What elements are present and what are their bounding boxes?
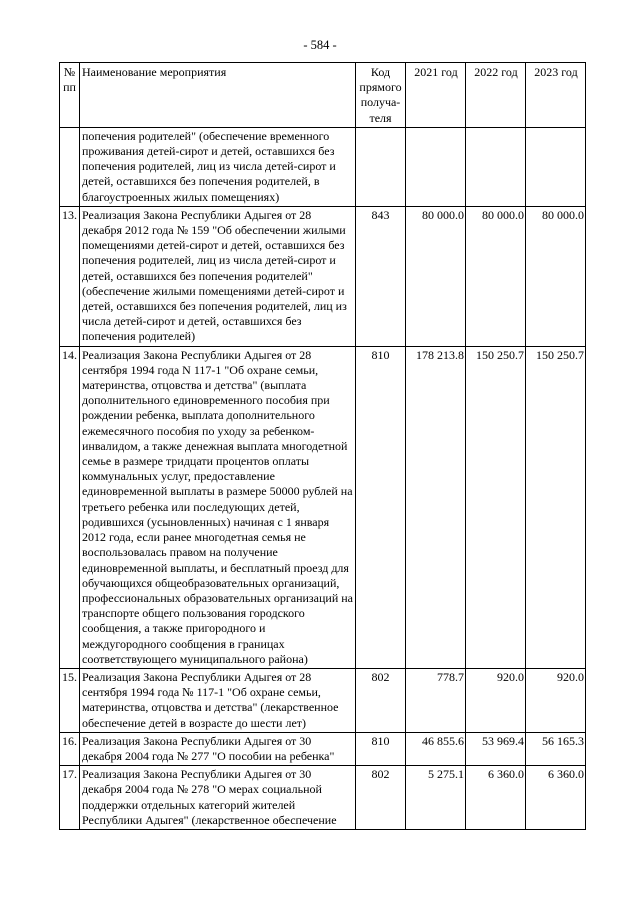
row-2021: 778.7 xyxy=(406,668,466,732)
row-number: 14. xyxy=(60,346,80,668)
header-name: Наименование мероприятия xyxy=(80,63,356,128)
row-number xyxy=(60,127,80,206)
row-2021 xyxy=(406,127,466,206)
row-number: 17. xyxy=(60,766,80,830)
row-2022: 920.0 xyxy=(466,668,526,732)
row-2023 xyxy=(526,127,586,206)
table-header-row xyxy=(60,63,586,128)
table-row xyxy=(60,346,586,668)
row-name: Реализация Закона Республики Адыгея от 28 сентября 1994 года № 117-1 "Об охране семьи, материнства, отцовства и детства" (лекарственное обеспечение детей в возрасте до шести лет) xyxy=(80,668,356,732)
table-row xyxy=(60,766,586,830)
row-2022: 80 000.0 xyxy=(466,206,526,346)
header-2022: 2022 год xyxy=(466,63,526,128)
row-2022: 53 969.4 xyxy=(466,732,526,765)
table-row xyxy=(60,732,586,765)
table-row xyxy=(60,206,586,346)
row-2021: 46 855.6 xyxy=(406,732,466,765)
row-number: 13. xyxy=(60,206,80,346)
row-2023: 56 165.3 xyxy=(526,732,586,765)
row-number: 15. xyxy=(60,668,80,732)
row-2022 xyxy=(466,127,526,206)
row-2023: 80 000.0 xyxy=(526,206,586,346)
page-number: - 584 - xyxy=(303,38,337,52)
row-2022: 150 250.7 xyxy=(466,346,526,668)
row-2021: 178 213.8 xyxy=(406,346,466,668)
row-2023: 150 250.7 xyxy=(526,346,586,668)
table-row xyxy=(60,127,586,206)
row-2021: 80 000.0 xyxy=(406,206,466,346)
header-2023: 2023 год xyxy=(526,63,586,128)
row-code: 810 xyxy=(356,732,406,765)
row-code: 802 xyxy=(356,766,406,830)
row-name: попечения родителей" (обеспечение временного проживания детей-сирот и детей, оставшихся без попечения родителей, лиц из числа детей-сирот и детей, оставшихся без попечения родителей, в благоустроенных жилых помещениях) xyxy=(80,127,356,206)
budget-table xyxy=(59,62,586,830)
row-code xyxy=(356,127,406,206)
table-row xyxy=(60,668,586,732)
row-name: Реализация Закона Республики Адыгея от 28 сентября 1994 года N 117-1 "Об охране семьи, материнства, отцовства и детства" (выплата дополнительного единовременного пособия при рождении ребенка, выплата дополнительного ежемесячного пособия по уходу за ребенком-инвалидом, а также денежная выплата многодетной семье в размере тридцати процентов оплаты коммунальных услуг, предоставление единовременной выплаты в размере 50000 рублей на третьего ребенка или последующих детей, родившихся (усыновленных) начиная с 1 января 2012 года, если ранее многодетная семья не воспользовалась правом на получение единовременной выплаты, и бесплатный проезд для обучающихся общеобразовательных организаций, профессиональных образовательных организаций на транспорте общего пользования городского сообщения, а также пригородного и междугородного сообщения в границах соответствующего муниципального района) xyxy=(80,346,356,668)
row-2022: 6 360.0 xyxy=(466,766,526,830)
row-name: Реализация Закона Республики Адыгея от 28 декабря 2012 года № 159 "Об обеспечении жилыми помещениями детей-сирот и детей, оставшихся без попечения родителей, лиц из числа детей-сирот и детей, оставшихся без попечения родителей" (обеспечение жилыми помещениями детей-сирот и детей, оставшихся без попечения родителей, лиц из числа детей-сирот и детей, оставшихся без попечения родителей) xyxy=(80,206,356,346)
row-code: 802 xyxy=(356,668,406,732)
row-2023: 6 360.0 xyxy=(526,766,586,830)
row-name: Реализация Закона Республики Адыгея от 30 декабря 2004 года № 278 "О мерах социальной поддержки отдельных категорий жителей Республики Адыгея" (лекарственное обеспечение xyxy=(80,766,356,830)
row-number: 16. xyxy=(60,732,80,765)
row-code: 810 xyxy=(356,346,406,668)
row-code: 843 xyxy=(356,206,406,346)
header-code: Код прямого получа-теля xyxy=(356,63,406,128)
row-2021: 5 275.1 xyxy=(406,766,466,830)
header-2021: 2021 год xyxy=(406,63,466,128)
row-2023: 920.0 xyxy=(526,668,586,732)
header-no: № пп xyxy=(60,63,80,128)
row-name: Реализация Закона Республики Адыгея от 30 декабря 2004 года № 277 "О пособии на ребенка" xyxy=(80,732,356,765)
